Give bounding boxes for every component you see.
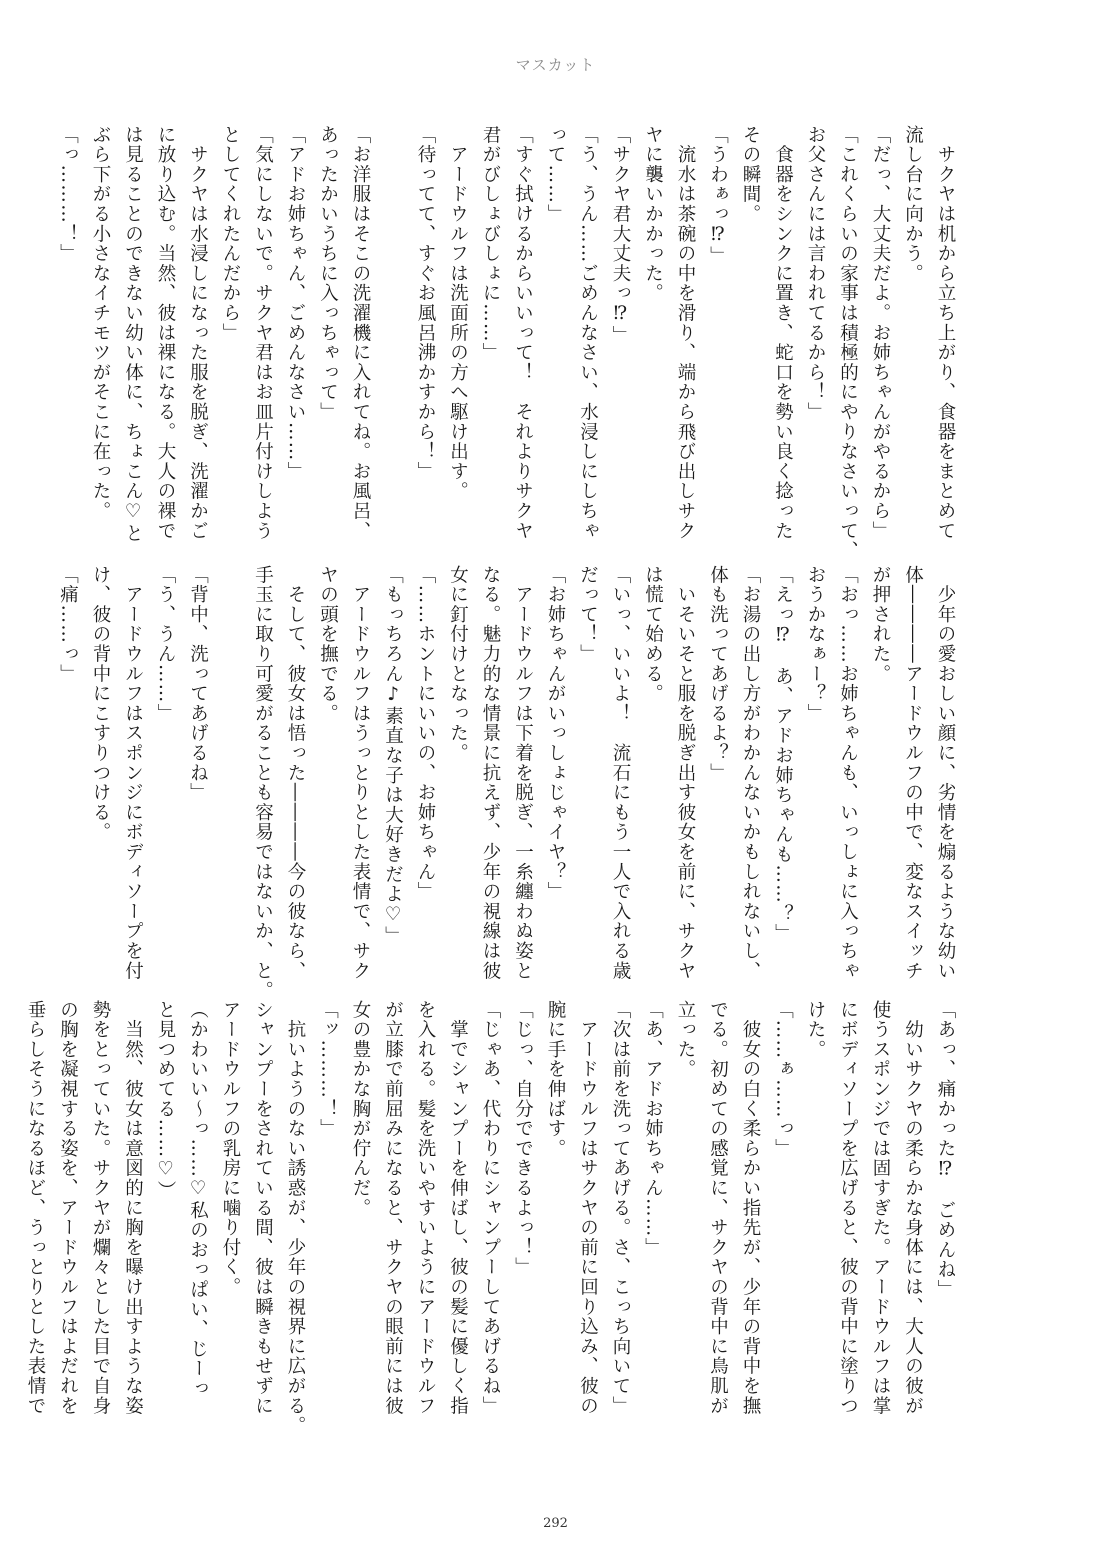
text-line: でる。初めての感覚に、サクヤの背中に鳥肌が bbox=[707, 1000, 729, 1416]
text-line: の胸を凝視する姿を、アードウルフはよだれを bbox=[57, 1000, 79, 1416]
text-line: にボディソープを広げると、彼の背中に塗りつ bbox=[837, 1000, 859, 1416]
text-block-bottom bbox=[25, 1000, 961, 1436]
text-line: 「……ぁ……っ」 bbox=[772, 1000, 794, 1159]
text-line: ヤの頭を撫でる。 bbox=[317, 565, 339, 724]
text-line: アードウルフはサクヤの前に回り込み、彼の bbox=[577, 1000, 599, 1416]
text-line: だって！」 bbox=[577, 565, 599, 664]
text-line: けた。 bbox=[805, 1000, 826, 1060]
text-line: 女の豊かな胸が佇んだ。 bbox=[350, 1000, 371, 1218]
text-line: なる。魅力的な情景に抗えず、少年の視線は彼 bbox=[480, 565, 501, 981]
text-line: 女に釘付けとなった。 bbox=[447, 565, 469, 763]
text-line: 「背中、洗ってあげるね」 bbox=[187, 565, 209, 803]
text-line: 「アドお姉ちゃん、ごめんなさい……」 bbox=[285, 125, 306, 482]
text-line: 幼いサクヤの柔らかな身体には、大人の彼が bbox=[902, 1000, 924, 1416]
text-line: け、彼の背中にこすりつける。 bbox=[90, 565, 111, 843]
text-line: 「痛……っ」 bbox=[57, 565, 79, 684]
text-line: アードウルフの乳房に噛り付く。 bbox=[220, 1000, 241, 1297]
text-line: が立膝で前屈みになると、サクヤの眼前には彼 bbox=[382, 1000, 404, 1416]
text-line: 「う、うん……」 bbox=[155, 565, 176, 724]
text-line: って……」 bbox=[545, 125, 566, 224]
text-line: アードウルフは洗面所の方へ駆け出す。 bbox=[447, 125, 469, 502]
text-line: 流水は茶碗の中を滑り、端から飛び出しサク bbox=[675, 125, 696, 541]
text-line: 「サクヤ君大丈夫っ⁉」 bbox=[610, 125, 631, 346]
page-number: 292 bbox=[543, 1516, 568, 1531]
text-line: 「お姉ちゃんがいっしょじゃイヤ？」 bbox=[545, 565, 566, 902]
text-line: 「だっ、大丈夫だよ。お姉ちゃんがやるから」 bbox=[870, 125, 891, 541]
text-line: 「じっ、自分でできるよっ！」 bbox=[512, 1000, 534, 1278]
text-line: 垂らしそうになるほど、うっとりとした表情で bbox=[25, 1000, 46, 1416]
text-line: 流し台に向かう。 bbox=[902, 125, 924, 284]
text-line: 「気にしないで。サクヤ君はお皿片付けしよう bbox=[252, 125, 274, 541]
text-line: 抗いようのない誘惑が、少年の視界に広がる。 bbox=[285, 1000, 306, 1436]
text-line: 「お洋服はそこの洗濯機に入れてね。お風呂、 bbox=[350, 125, 371, 541]
text-line bbox=[376, 125, 409, 555]
text-line: 掌でシャンプーを伸ばし、彼の髪に優しく指 bbox=[447, 1000, 469, 1416]
text-line: 少年の愛おしい顔に、劣情を煽るような幼い bbox=[935, 565, 956, 981]
text-line: 「おっ……お姉ちゃんも、いっしょに入っちゃ bbox=[837, 565, 859, 981]
text-line: 腕に手を伸ばす。 bbox=[545, 1000, 566, 1159]
text-line: 「えっ⁉ あ、アドお姉ちゃんも……？」 bbox=[772, 565, 794, 944]
text-line: 「次は前を洗ってあげる。さ、こっち向いて」 bbox=[610, 1000, 631, 1416]
text-line: ヤに襲いかかった。 bbox=[642, 125, 664, 304]
text-line: いそいそと服を脱ぎ出す彼女を前に、サクヤ bbox=[675, 565, 696, 981]
text-line: アードウルフはうっとりとした表情で、サク bbox=[350, 565, 371, 981]
text-line: 食器をシンクに置き、蛇口を勢い良く捻った bbox=[772, 125, 794, 541]
text-line: 手玉に取り可愛がることも容易ではないか、と。 bbox=[252, 565, 274, 1001]
text-line: が押された。 bbox=[870, 565, 891, 684]
text-line: 「ッ………！」 bbox=[317, 1000, 339, 1139]
text-line: 当然、彼女は意図的に胸を曝け出すような姿 bbox=[122, 1000, 144, 1416]
text-line: 君がびしょびしょに……」 bbox=[480, 125, 501, 363]
text-line: と見つめてる……♡） bbox=[155, 1000, 176, 1201]
text-line: アードウルフはスポンジにボディソープを付 bbox=[122, 565, 144, 981]
text-line: 「お湯の出し方がわかんないかもしれないし、 bbox=[740, 565, 761, 981]
text-line: 「っ………！」 bbox=[57, 125, 79, 264]
text-line: アードウルフは下着を脱ぎ、一糸纏わぬ姿と bbox=[512, 565, 534, 981]
text-block-middle bbox=[57, 565, 961, 1001]
text-line: サクヤは水浸しになった服を脱ぎ、洗濯かご bbox=[187, 125, 209, 541]
text-line: そして、彼女は悟った――――今の彼なら、 bbox=[285, 565, 306, 981]
text-line: （かわいい～っ……♡私のおっぱい、じーっ bbox=[187, 1000, 209, 1399]
text-line: 彼女の白く柔らかい指先が、少年の背中を撫 bbox=[740, 1000, 761, 1416]
running-header: マスカット bbox=[515, 56, 596, 74]
text-line: 「う、うん……ごめんなさい、水浸しにしちゃ bbox=[577, 125, 599, 541]
text-line: おうかなぁー？」 bbox=[805, 565, 826, 724]
text-line: 「うわぁっ⁉」 bbox=[707, 125, 729, 267]
text-line: 「じゃあ、代わりにシャンプーしてあげるね」 bbox=[480, 1000, 501, 1416]
text-line: 「待ってて、すぐお風呂沸かすから！」 bbox=[415, 125, 436, 482]
text-line: 「……ホントにいいの、お姉ちゃん」 bbox=[415, 565, 436, 902]
text-line: お父さんには言われてるから！」 bbox=[805, 125, 826, 422]
text-line: 立った。 bbox=[675, 1000, 696, 1080]
text-line: ぶら下がる小さなイチモツがそこに在った。 bbox=[90, 125, 111, 521]
text-line: としてくれたんだから」 bbox=[220, 125, 241, 343]
text-line bbox=[214, 565, 247, 990]
text-line: 「いっ、いいよ！ 流石にもう一人で入れる歳 bbox=[610, 565, 631, 981]
text-line: 体も洗ってあげるよ？」 bbox=[707, 565, 729, 783]
text-line: 「あ、アドお姉ちゃん……」 bbox=[642, 1000, 664, 1258]
text-line: 使うスポンジでは固すぎた。アードウルフは掌 bbox=[870, 1000, 891, 1416]
text-line: 「あっ、痛かった⁉ ごめんね」 bbox=[935, 1000, 956, 1300]
text-line: その瞬間。 bbox=[740, 125, 761, 224]
text-line: を入れる。髪を洗いやすいようにアードウルフ bbox=[415, 1000, 436, 1416]
text-line: 勢をとっていた。サクヤが爛々とした目で自身 bbox=[90, 1000, 111, 1416]
text-block-top bbox=[57, 125, 961, 561]
text-line: 体――――アードウルフの中で、変なスイッチ bbox=[902, 565, 924, 981]
text-line: は慌て始める。 bbox=[642, 565, 664, 704]
text-line: あったかいうちに入っちゃって」 bbox=[317, 125, 339, 422]
text-line: 「すぐ拭けるからいいって！ それよりサクヤ bbox=[512, 125, 534, 541]
text-line: 「もっちろん♪素直な子は大好きだよ♡」 bbox=[382, 565, 404, 947]
text-line: に放り込む。当然、彼は裸になる。大人の裸で bbox=[155, 125, 176, 541]
text-line: シャンプーをされている間、彼は瞬きもせずに bbox=[252, 1000, 274, 1416]
text-line: は見ることのできない幼い体に、ちょこん♡と bbox=[122, 125, 144, 544]
text-line: サクヤは机から立ち上がり、食器をまとめて bbox=[935, 125, 956, 541]
text-line: 「これくらいの家事は積極的にやりなさいって、 bbox=[837, 125, 859, 561]
